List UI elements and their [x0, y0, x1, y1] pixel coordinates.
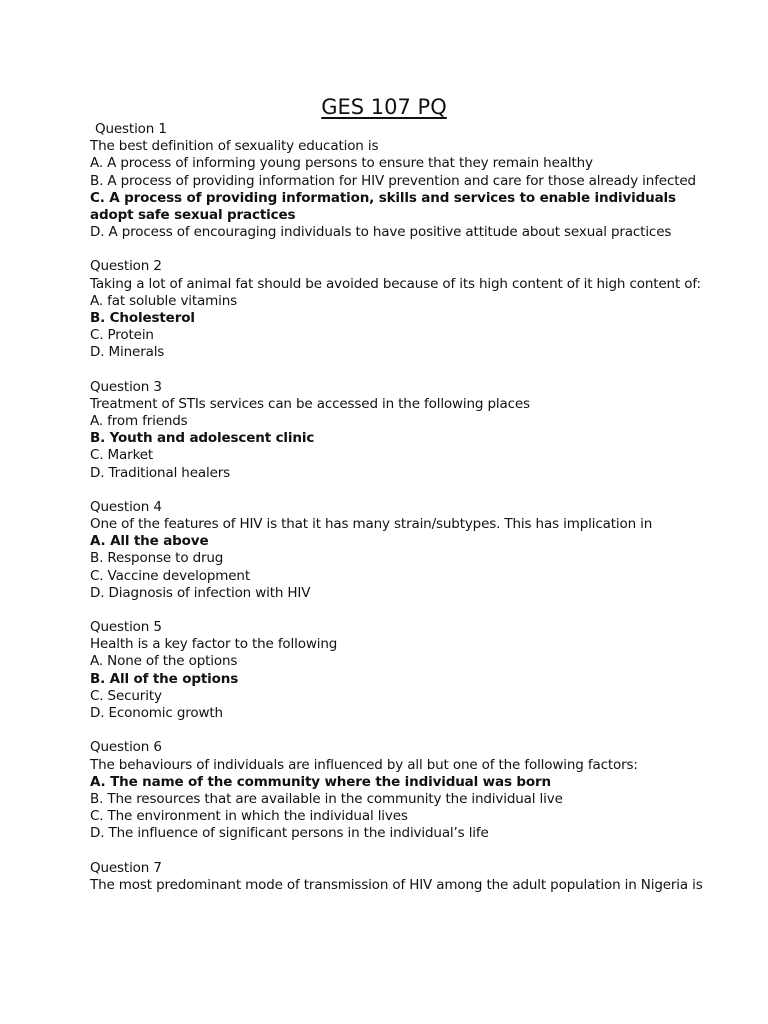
option-d: D. The influence of significant persons in the individual’s life: [90, 825, 489, 842]
question-text: The behaviours of individuals are influenced by all but one of the following factors:: [90, 756, 638, 773]
question-text: One of the features of HIV is that it has many strain/subtypes. This has implication in: [90, 516, 653, 533]
option-c: C. Vaccine development: [90, 567, 250, 584]
question-label: Question 2: [90, 258, 162, 275]
question-label: Question 5: [90, 619, 162, 636]
option-c: C. Protein: [90, 327, 154, 344]
option-d: D. A process of encouraging individuals to have positive attitude about sexual practices: [90, 224, 672, 241]
option-d: D. Traditional healers: [90, 464, 231, 481]
question-text: The best definition of sexuality education is: [90, 138, 379, 155]
option-d: D. Diagnosis of infection with HIV: [90, 584, 311, 601]
question-text: Treatment of STIs services can be accessed in the following places: [90, 395, 530, 412]
option-d: D. Economic growth: [90, 705, 223, 722]
option-b: B. A process of providing information for HIV prevention and care for those already infected: [90, 172, 696, 189]
question-label: Question 3: [90, 378, 162, 395]
question-3: [90, 379, 750, 482]
question-6: [90, 739, 750, 842]
option-c: C. Market: [90, 447, 154, 464]
question-2: [90, 258, 750, 361]
option-a: A. None of the options: [90, 653, 238, 670]
question-label: Question 4: [90, 498, 162, 515]
option-c: C. The environment in which the individual lives: [90, 808, 408, 825]
option-b: B. The resources that are available in the community the individual live: [90, 790, 563, 807]
question-list: [90, 121, 750, 911]
option-a: A. fat soluble vitamins: [90, 292, 238, 309]
question-text: Health is a key factor to the following: [90, 636, 338, 653]
question-1: [90, 121, 750, 241]
option-b-answer: B. All of the options: [90, 670, 239, 687]
question-label: Question 1: [95, 121, 167, 137]
option-a: A. A process of informing young persons to ensure that they remain healthy: [90, 155, 593, 172]
option-b-answer: B. Youth and adolescent clinic: [90, 430, 315, 447]
question-4: [90, 499, 750, 602]
question-text: Taking a lot of animal fat should be avoided because of its high content of it high content of:: [90, 275, 701, 292]
option-b-answer: B. Cholesterol: [90, 310, 195, 327]
question-label: Question 7: [90, 859, 162, 876]
document-title: GES 107 PQ: [321, 95, 447, 119]
option-b: B. Response to drug: [90, 550, 224, 567]
option-c: C. Security: [90, 687, 162, 704]
option-c-answer: C. A process of providing information, skills and services to enable individuals adopt safe sexual practices: [90, 189, 676, 224]
question-text: The most predominant mode of transmission of HIV among the adult population in Nigeria is: [90, 876, 703, 893]
option-a-answer: A. All the above: [90, 533, 209, 550]
question-5: [90, 619, 750, 722]
question-label: Question 6: [90, 739, 162, 756]
option-d: D. Minerals: [90, 344, 165, 361]
option-a: A. from friends: [90, 413, 188, 430]
option-a-answer: A. The name of the community where the individual was born: [90, 773, 551, 790]
question-7: [90, 860, 750, 894]
